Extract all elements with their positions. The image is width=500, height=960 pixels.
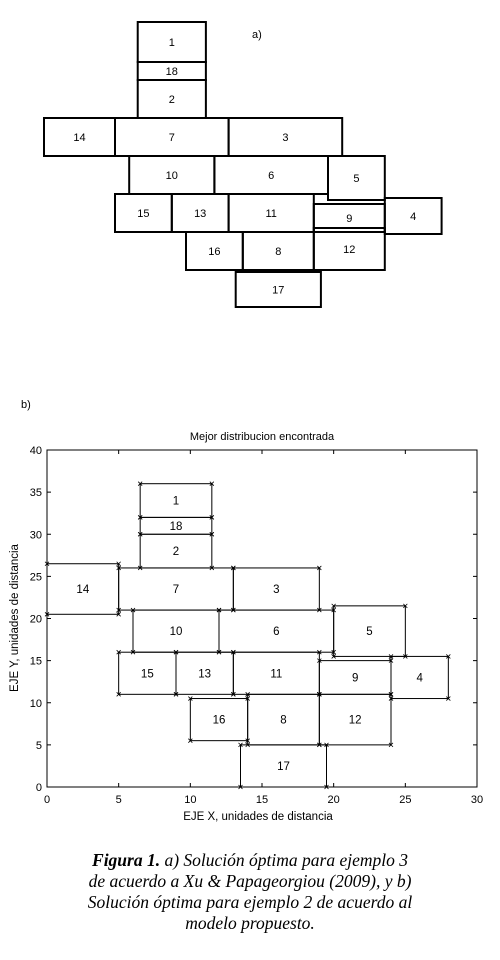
x-tick-label-20: 20 (327, 794, 340, 806)
room-a-label-5: 5 (353, 173, 360, 185)
room-a-label-12: 12 (343, 244, 356, 256)
room-a-label-2: 2 (168, 94, 175, 106)
room-b-label-9: 9 (351, 672, 359, 685)
y-tick-label-25: 25 (29, 571, 42, 584)
room-b-label-17: 17 (277, 760, 290, 773)
caption-title: Figura 1. (92, 850, 161, 870)
room-b-label-16: 16 (212, 714, 226, 727)
x-tick-label-15: 15 (255, 794, 269, 806)
room-a-label-8: 8 (275, 246, 282, 258)
caption-line-3: Solución óptima para ejemplo 2 de acuerdo al (87, 892, 413, 912)
room-a-label-15: 15 (137, 208, 150, 220)
room-b-label-7: 7 (172, 584, 180, 597)
x-tick-label-5: 5 (115, 794, 122, 806)
caption-line-4: modelo propuesto. (185, 913, 315, 933)
room-b-label-3: 3 (273, 584, 280, 597)
room-b-label-15: 15 (140, 668, 154, 681)
room-b-label-1: 1 (172, 495, 180, 508)
y-tick-label-40: 40 (29, 445, 42, 457)
y-tick-label-15: 15 (29, 655, 42, 668)
part-a-label: a) (252, 29, 262, 41)
room-a-label-1: 1 (168, 37, 175, 49)
room-a-label-14: 14 (73, 132, 86, 144)
room-a-label-3: 3 (282, 132, 289, 144)
x-tick-label-25: 25 (399, 794, 412, 806)
x-axis-label: EJE X, unidades de distancia (183, 811, 333, 823)
room-a-label-16: 16 (208, 246, 221, 258)
x-tick-label-30: 30 (470, 794, 484, 806)
y-axis-label: EJE Y, unidades de distancia (9, 544, 21, 692)
room-b-label-8: 8 (280, 714, 287, 727)
room-a-label-9: 9 (346, 213, 353, 225)
room-a-label-17: 17 (272, 284, 285, 297)
room-b-label-11: 11 (270, 668, 283, 681)
room-a-label-4: 4 (410, 211, 417, 223)
room-a-label-10: 10 (165, 170, 178, 182)
room-a-label-6: 6 (268, 170, 275, 182)
room-a-label-13: 13 (194, 208, 207, 220)
room-b-label-14: 14 (76, 584, 90, 597)
y-tick-label-5: 5 (35, 739, 42, 752)
room-b-label-4: 4 (416, 672, 423, 685)
caption-line-1: a) Solución óptima para ejemplo 3 (160, 850, 408, 870)
caption-line-2: de acuerdo a Xu & Papageorgiou (2009), y b) (88, 871, 412, 891)
figure-caption (20, 850, 480, 934)
y-tick-label-0: 0 (35, 782, 42, 794)
room-b-label-2: 2 (172, 546, 180, 559)
room-b-label-10: 10 (169, 626, 183, 639)
x-tick-label-10: 10 (184, 794, 197, 806)
room-a-label-11: 11 (265, 208, 277, 220)
x-tick-label-0: 0 (43, 794, 51, 806)
plot-area (47, 450, 477, 787)
room-b-label-13: 13 (198, 668, 212, 681)
part-b-label: b) (21, 399, 31, 411)
room-b-label-6: 6 (273, 626, 280, 639)
room-a-label-7: 7 (168, 132, 175, 144)
room-b-label-5: 5 (366, 626, 373, 639)
y-tick-label-20: 20 (29, 613, 42, 626)
room-a-label-18: 18 (165, 66, 178, 78)
y-tick-label-10: 10 (29, 697, 42, 710)
room-b-label-12: 12 (348, 714, 362, 727)
room-b-label-18: 18 (169, 520, 183, 533)
y-tick-label-35: 35 (29, 487, 42, 500)
y-tick-label-30: 30 (29, 529, 42, 542)
chart-title: Mejor distribucion encontrada (189, 431, 335, 443)
